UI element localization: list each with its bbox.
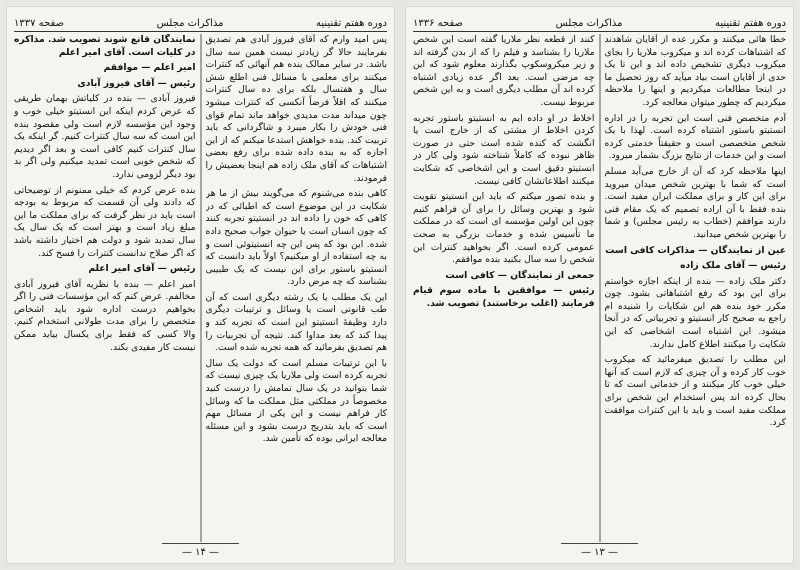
publication-title: مذاکرات مجلس [156, 18, 224, 29]
publication-title: مذاکرات مجلس [555, 18, 623, 29]
session-title: دوره هفتم تقنینیه [316, 18, 387, 29]
page-number-footer: — ۱۳ — [405, 546, 794, 560]
text-column [413, 34, 595, 542]
text-column [605, 34, 787, 542]
paragraph: خطا هائی میکنند و مکرر عده از آقایان شاهدند که اشتباهات کرده اند و میکروب ملاریا را بجای میکروب دیگری تشخیص داده اند و این تا یک حدی از آقایان است بیاد میآید که روز تحصیل ما در اینجا مطالعات میکردیم و اینها را ملاحظه میکردیم که چطور میتوان معالجه کرد. [604, 34, 786, 108]
right-page [405, 6, 794, 564]
text-column [206, 34, 388, 542]
paragraph: کنند از قطعه نظر ملاریا گفته است این شخص ملاریا را بشناسد و فیلم را که از بدن گرفته اند و زیر میکروسکوپ بگذارند معلوم شود که این چه مرضی است. بعد اگر عده زیادی اشتباه کرده اند آن مطلب دیگری است و به این شخص مربوط نیست. [413, 34, 595, 108]
speaker-line: رئیس — موافقین با ماده سوم قیام فرمایند (اغلب برخاستند) تصویب شد. [413, 285, 595, 309]
paragraph: کاهی بنده می‌شنوم که می‌گویند بیش از ما هر شکایت در این موضوع است که اطبائی که در کاهی که خون را داده اند در انستیتو تجربه کنند که چون انسان است یا حیوان جواب صحیح داده شده. این بود که پس این چه انستیتوئی است و به چه استفاده از او میکنیم؟ اولاً باید دانست که انستیتو باستور برای این نیست که یک طبیبی بشناسد که چه مرض دارد. [205, 188, 387, 288]
speaker-line: رئیس — آقای ملک زاده [680, 260, 786, 272]
paragraph: اخلاط در او داده ایم به انستیتو باستور تجربه کردن اخلاط از مشتی که از خارج است یا انگشت که کنده شده است حتی در صورت ظاهر نبوده که کاملاً شناخته شود ولی کار در انستیتو دقیق است و این اشخاصی که شکایت میکنند اطلاعاتشان کافی نیست. [413, 112, 595, 187]
speaker-line: رئیس — آقای فیروز آبادی [77, 77, 196, 89]
paragraph: با این ترتیبات مسلم است که دولت یک سال تجربه کرده است ولی ملاریا یک چیزی نیست که شما بتوانید در یک سال تمامش را درست کنید مخصوصاً در مملکتی مثل مملکت ما که وسائل کار فراهم نیست و این یکی از مسائل مهم است که باید بتدریج درست بشود و این مسئله معالجه ایرانی بوده که تأمین شد. [205, 357, 387, 445]
book-spread [6, 6, 794, 564]
page-number-header: صفحه ۱۳۳۶ [413, 18, 464, 29]
paragraph: امیر اعلم — بنده با نظریه آقای فیروز آبادی مخالفم. عرض کنم که این مؤسسات فنی را اگر بخواهیم درست اداره شود باید اشخاص متخصص را برای مدت طولانی استخدام کنیم. والا کسی که فقط برای یکسال بیاید ممکن نیست کار مفیدی بکند. [14, 278, 196, 353]
speaker-line: رئیس — آقای امیر اعلم [88, 263, 196, 275]
speaker-line: نمایندگان قانع شوند تصویب شد. مذاکره در کلیات است. آقای امیر اعلم [14, 34, 196, 58]
left-page [6, 6, 395, 564]
paragraph: و بنده تصور میکنم که باید این انستیتو تقویت شود و بهترین وسائل را برای آن فراهم کنیم چون این اولین مؤسسه ای است که در مملکت ما تأسیس شده و خدمات بزرگی به صحت عمومی کرده است. اگر بخواهید کنترات این شخص را سه سال بکنید بنده موافقم. [413, 191, 595, 266]
text-columns [14, 34, 387, 542]
paragraph: اینها ملاحظه کرد که آن از خارج می‌آید مسلم است که شما با بهترین شخص میدان میروید برای این کار و برای مملکت ایران مفید است. بنده فقط با آن اراده تصمیم که یک مقام فنی دارند موافقم (خطاب به رئیس مجلس) و شما را بهترین شخص میدانید. [604, 165, 786, 240]
text-columns [413, 34, 786, 542]
paragraph: بنده عرض کردم که خیلی ممنونم از توضیحاتی که دادند ولی آن قسمت که مربوط به بودجه است باید در نظر گرفت که برای مملکت ما این مبلغ زیاد است و بهتر است که یک سال یک سال تمدید شود و دولت هم اختیار داشته باشد که اگر صلاح ندانست کنترات را فسخ کند. [14, 184, 196, 259]
session-title: دوره هفتم تقنینیه [715, 18, 786, 29]
paragraph: پس امید وارم که آقای فیروز آبادی هم تصدیق بفرمایند حالا گر زیادتر نیست همین سه سال باشد. در سایر ممالک بنده هم آنهائی که کنترات میکنند برای معلمی با مسائل فنی اطلع شش سال و هفتسال بلکه برای ده سال کنترات میکنند که اقلاً فرضاً آنکسی که کنترات میشود چون میداند مدت مدیدی خواهد ماند تمام قوای فنی خودش را بکار میبرد و شاگردانی که باید تربیت کند. بنده خواهش استدعا میکنم که از این اجازه که به بنده داده شده برای رفع بعضی اشتباهات که آقای ملک زاده هم اینجا بعضیش را فرمودند. [205, 34, 387, 184]
paragraph: این مطلب را تصدیق میفرمائید که میکروب خوب کار کرده و آن چیزی که لازم است که آنها خیلی خوب کار میکنند و از خدماتی است که تا بحال کرده اند پس استخدام این شخص برای مملکت مفید است و باید با این کنترات موافقت کرد. [604, 354, 786, 429]
page-header [413, 12, 786, 32]
speaker-line: جمعی از نمایندگان — کافی است [445, 269, 595, 281]
paragraph: این یک مطلب یا یک رشته دیگری است که آن طب قانونی است یا وسائل و ترتیبات دیگری دارد وظیفهٔ انستیتو این است که تجربه کند و پیدا کند که بعد مداوا کند. نتیجه آن تجربیات را هم تصدیق بفرمائید که همه تجربه شده است. [205, 291, 387, 354]
paragraph: آدم متخصص فنی است این تجربه را در اداره انستیتو باستور اشتباه کرده است. لهذا با یک شخص متخصصی است و حقیقتاً خدمتی کرده است و این خدمات از نتایج بزرگ بشمار میرود. [604, 112, 786, 162]
page-number-header: صفحه ۱۳۳۷ [14, 18, 65, 29]
paragraph: فیروز آبادی — بنده در کلیاتش بهمان طریقی که عرض کردم اینکه این انستیتو خیلی خوب و وجود این مؤسسه لازم است ولی مقصود بنده این است که سه سال کنترات کنیم. گر اینکه یک سال کنترات کنیم کافی است و بعد اگر دیدیم که شخص خوبی است تمدید میکنیم ولی اگر بد بود دیگر لزومی ندارد. [14, 93, 196, 180]
speaker-line: امیر اعلم — موافقم [103, 62, 196, 74]
page-header [14, 12, 387, 32]
page-number-footer: — ۱۴ — [6, 546, 395, 560]
paragraph: دکتر ملک زاده — بنده از اینکه اجازه خواستم برای این بود که رفع اشتباهاتی بشود. چون مکرر خود بنده هم این شکایات را شنیده ام راجع به صحیح کار انستیتو و تجربیاتی که در آنجا میشود. این اشتباه است اشخاصی که این شکایت را میکنند اطلاع کامل ندارند. [604, 275, 786, 350]
text-column [14, 34, 196, 542]
speaker-line: عین از نمایندگان — مذاکرات کافی است [605, 244, 786, 256]
